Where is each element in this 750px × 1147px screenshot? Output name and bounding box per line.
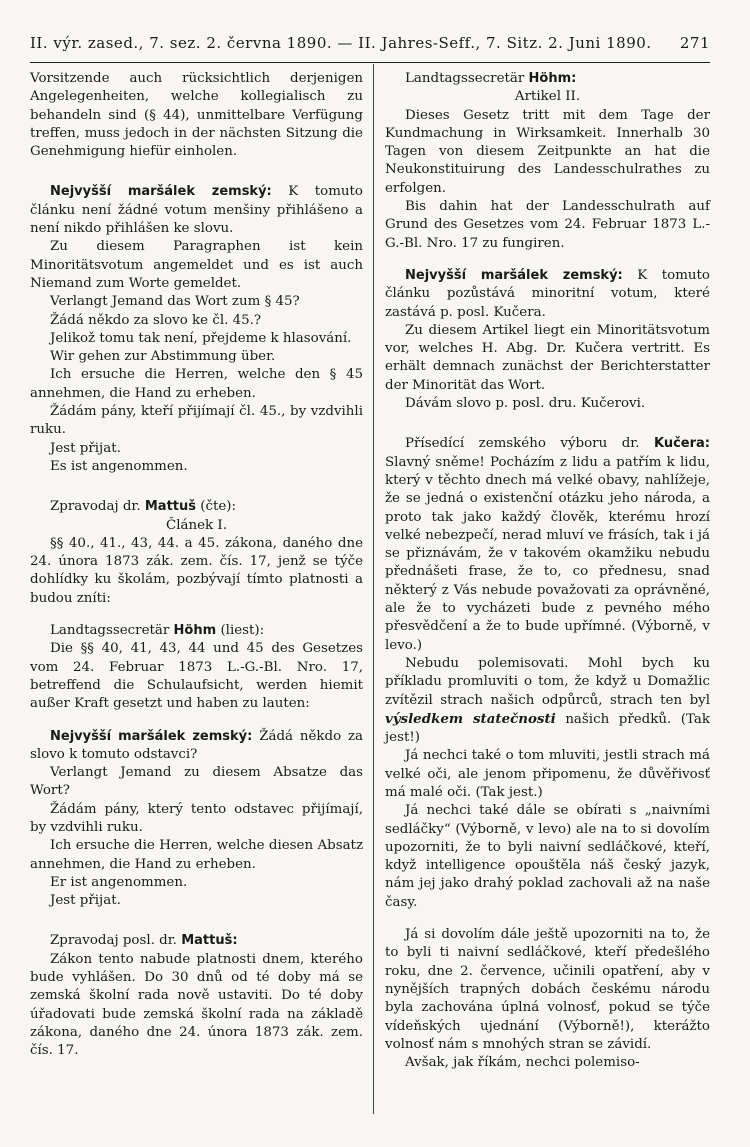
header-rule — [30, 62, 710, 63]
article-heading: Artikel II. — [514, 89, 581, 105]
paragraph: Es ist angenommen. — [50, 458, 188, 474]
right-column — [385, 70, 710, 1072]
paragraph: Já nechci také o tom mluviti, jestli strach má velké oči, ale jenom připomenu, že důvěřivosť má malé oči. (Tak jest.) — [385, 748, 710, 800]
speech-paragraph — [30, 728, 363, 765]
paragraph: Já si dovolím dále ještě upozorniti na to, že to byli ti naivní sedláčkové, kteří předešlého roku, dne 2. července, učinili opatření, aby v nynějších trapných dobách českému národu byla zachována úplná volnosť, pokud se týče vídeňských ujednání (Výborně!), kterážto volnosť nám s mnohých stran se závidí. — [385, 927, 710, 1052]
speech-text: K tomuto článku není žádné votum menšiny přihlášeno a není nikdo přihlášen ke slovu. — [30, 184, 363, 237]
paragraph — [385, 655, 710, 747]
paragraph: Ich ersuche die Herren, welche den § 45 annehmen, die Hand zu erheben. — [30, 367, 363, 401]
speech-paragraph — [30, 498, 363, 516]
paragraph: Wir gehen zur Abstimmung über. — [50, 349, 276, 365]
paragraph: Ich ersuche die Herren, welche diesen Absatz annehmen, die Hand zu erheben. — [30, 838, 363, 872]
speech-text: Žádá někdo za slovo k tomuto odstavci? — [30, 728, 363, 762]
speech-paragraph — [30, 183, 363, 238]
speaker-name: Höhm: — [528, 71, 577, 86]
speaker-name: Nejvyšší maršálek zemský: — [50, 184, 272, 200]
speaker-role: Zpravodaj dr. — [50, 499, 141, 515]
page-number: 271 — [679, 34, 710, 52]
speaker-name: Nejvyšší maršálek zemský: — [405, 267, 623, 283]
paragraph: Jest přijat. — [50, 893, 121, 909]
speaker-name: Kučera: — [653, 436, 710, 452]
paragraph: Zu diesem Paragraphen ist kein Minoritätsvotum angemeldet und es ist auch Niemand zum Worte gemeldet. — [30, 239, 363, 291]
speaker-name: Nejvyšší maršálek zemský: — [50, 728, 253, 744]
speaker-role: Landtagssecretär — [405, 71, 525, 86]
paragraph: Zákon tento nabude platnosti dnem, kterého bude vyhlášen. Do 30 dnů od té doby má se zemská školní rada nově ustaviti. Do té doby úřadovati bude zemská školní rada na základě zákona, daného dne 24. února 1873 zák. zem. čís. 17. — [30, 951, 363, 1059]
speech-text: Nebudu polemisovati. Mohl bych ku příkladu promluviti o tom, že když u Domažlic zvítězil strach našich odpůrců, strach ten byl — [385, 655, 710, 708]
paragraph: Die §§ 40, 41, 43, 44 und 45 des Gesetzes vom 24. Februar 1873 L.-G.-Bl. Nro. 17, betreffend die Schulaufsicht, werden hiemit außer Kraft gesetzt und haben zu lauten: — [30, 641, 363, 712]
speaker-note: (čte): — [200, 499, 237, 515]
speech-paragraph — [30, 932, 363, 950]
speech-text: Slavný sněme! Pocházím z lidu a patřím k lidu, který v těchto dnech má velké obavy, nahlížeje, že se jedná o existenční otázku jeho národa, a proto tak jako každý člověk, kterému hrozí velké nebezpečí, nerad mluví ve frásích, tak i já se přiznávám, že v takovém okamžiku nebudu přednášeti frase, že to, co přednesu, snad některý z Vás nebude považovati za oprávněné, ale že to vycházeti bude z pevného mého přesvědčení a že to bude upřímné. (Výborně, v levo.) — [385, 454, 710, 653]
speech-paragraph — [385, 70, 710, 88]
speaker-role: Přísedící zemského výboru dr. — [405, 436, 640, 452]
paragraph: Vorsitzende auch rücksichtlich derjenigen Angelegenheiten, welche kollegialisch zu behandeln sind (§ 44), unmittelbare Verfügung treffen, muss jedoch in der nächsten Sitzung die Genehmigung hiefür einholen. — [30, 71, 363, 160]
paragraph: Žádám pány, který tento odstavec přijímají, by vzdvihli ruku. — [30, 801, 363, 835]
paragraph: Verlangt Jemand zu diesem Absatze das Wort? — [30, 765, 363, 799]
paragraph: Žádám pány, kteří přijímají čl. 45., by vzdvihli ruku. — [30, 404, 363, 438]
speaker-name: Mattuš — [144, 499, 197, 515]
speaker-name: Höhm — [173, 623, 217, 639]
speech-paragraph — [385, 267, 710, 322]
paragraph: Jest přijat. — [50, 440, 121, 456]
paragraph: Dávám slovo p. posl. dru. Kučerovi. — [405, 396, 646, 412]
page-header — [30, 34, 710, 56]
paragraph: Verlangt Jemand das Wort zum § 45? — [50, 294, 300, 310]
paragraph: Avšak, jak říkám, nechci polemiso- — [405, 1055, 640, 1071]
speech-text: K tomuto článku pozůstává minoritní votum, které zastává p. posl. Kučera. — [385, 267, 710, 320]
speech-paragraph — [30, 622, 363, 640]
paragraph: Bis dahin hat der Landesschulrath auf Grund des Gesetzes vom 24. Februar 1873 L.-G.-Bl. Nro. 17 zu fungiren. — [385, 199, 710, 251]
speaker-role: Zpravodaj posl. dr. — [50, 933, 177, 949]
left-column — [30, 70, 363, 1061]
paragraph: Zu diesem Artikel liegt ein Minoritätsvotum vor, welches H. Abg. Dr. Kučera vertritt. Es erhält demnach zunächst der Berichterstatter der Minorität das Wort. — [385, 322, 710, 393]
paragraph: Dieses Gesetz tritt mit dem Tage der Kundmachung in Wirksamkeit. Innerhalb 30 Tagen von diesem Zeitpunkte an hat die Neukonstituirung des Landesschulrathes zu erfolgen. — [385, 107, 710, 196]
emphasis-text: výsledkem statečnosti — [385, 710, 556, 727]
speech-paragraph — [385, 435, 710, 655]
column-separator — [373, 64, 374, 1114]
speaker-role: Landtagssecretär — [50, 623, 170, 639]
paragraph: §§ 40., 41., 43, 44. a 45. zákona, daného dne 24. února 1873 zák. zem. čís. 17, jenž se týče dohlídky ku školám, pozbývají tímto platnosti a budou zníti: — [30, 535, 363, 606]
speaker-name: Mattuš: — [181, 933, 238, 949]
header-title: II. výr. zased., 7. sez. 2. června 1890. — II. Jahres-Seff., 7. Sitz. 2. Juni 1890. — [30, 34, 652, 52]
paragraph: Er ist angenommen. — [50, 874, 188, 890]
paragraph: Jelikož tomu tak není, přejdeme k hlasování. — [50, 330, 352, 346]
speech-text: našich předků. (Tak jest!) — [385, 711, 710, 746]
paragraph: Já nechci také dále se obírati s „naivními sedláčky“ (Výborně, v levo) ale na to si dovolím upozorniti, že to byli naivní sedláčkové, kteří, když intelligence opouštěla náš český jazyk, nám jej jako drahý poklad zachovali až na naše časy. — [385, 803, 710, 910]
speaker-note: (liest): — [220, 623, 265, 639]
article-heading: Článek I. — [166, 517, 227, 533]
paragraph: Žádá někdo za slovo ke čl. 45.? — [50, 312, 262, 328]
